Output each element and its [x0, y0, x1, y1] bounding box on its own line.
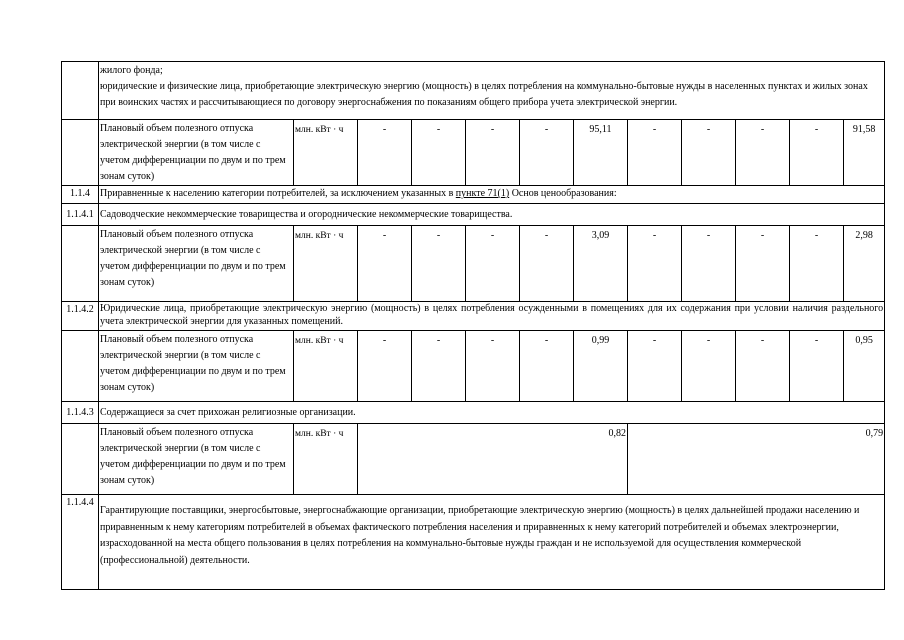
section-title: Юридические лица, приобретающие электрическую энергию (мощность) в целях потребления осужденными в помещениях для их содержания при условии наличия раздельного учета электрической энергии для указанных помещений. — [99, 302, 885, 331]
number-cell — [62, 424, 99, 495]
indicator-cell: Плановый объем полезного отпуска электрической энергии (в том числе с учетом дифференциации по двум и по трем зонам суток) — [99, 226, 294, 302]
merged-value-cell-1: 0,82 — [358, 424, 628, 495]
dash-cell: - — [682, 120, 736, 186]
section-title: Садоводческие некоммерческие товарищества и огороднические некоммерческие товарищества. — [99, 204, 885, 226]
dash-cell: - — [736, 331, 790, 402]
dash-cell: - — [412, 226, 466, 302]
section-number: 1.1.4.2 — [62, 302, 99, 331]
indicator-cell: Плановый объем полезного отпуска электрической энергии (в том числе с учетом дифференциации по двум и по трем зонам суток) — [99, 424, 294, 495]
dash-cell: - — [628, 331, 682, 402]
section-title-text: Гарантирующие поставщики, энергосбытовые, энергоснабжающие организации, приобретающие электрическую энергию (мощность) в целях дальнейшей продажи населению и приравненным к нему категориям потребителей в объемах фактического потребления населения и приравненных к нему категорий потребителей и объемах электроэнергии, израсходованной на места общего пользования в целях потребления на коммунально-бытовые нужды граждан и не используемой для осуществления коммерческой (профессиональной) деятельности. — [100, 505, 860, 566]
data-row — [62, 424, 885, 495]
value-cell-2: 91,58 — [844, 120, 885, 186]
dash-cell: - — [466, 226, 520, 302]
section-number: 1.1.4.4 — [62, 495, 99, 590]
intro-row — [62, 62, 885, 120]
data-row — [62, 226, 885, 302]
section-number: 1.1.4.3 — [62, 402, 99, 424]
section-text-before: Приравненные к населению категории потребителей, за исключением указанных в — [100, 188, 456, 199]
unit-cell: млн. кВт · ч — [294, 424, 358, 495]
tariff-table-page — [61, 61, 884, 590]
section-title — [99, 495, 885, 590]
clause-link[interactable]: пункте 71(1) — [455, 188, 510, 199]
section-row-1-1-4-3 — [62, 402, 885, 424]
intro-line-2: юридические и физические лица, приобретающие электрическую энергию (мощность) в целях потребления на коммунально-бытовые нужды в населенных пунктах и жилых зонах при воинских частях и рассчитывающиеся по договору энергоснабжения по показаниям общего прибора учета электрической энергии. — [100, 81, 868, 108]
section-title — [99, 186, 885, 204]
value-cell-2: 0,95 — [844, 331, 885, 402]
dash-cell: - — [628, 226, 682, 302]
unit-cell: млн. кВт · ч — [294, 331, 358, 402]
dash-cell: - — [466, 331, 520, 402]
section-text-after: Основ ценообразования: — [509, 188, 617, 199]
data-row — [62, 331, 885, 402]
intro-number-cell — [62, 62, 99, 120]
value-cell-1: 3,09 — [574, 226, 628, 302]
intro-text-cell — [99, 62, 885, 120]
dash-cell: - — [412, 331, 466, 402]
dash-cell: - — [682, 331, 736, 402]
value-cell-2: 2,98 — [844, 226, 885, 302]
value-cell-1: 0,99 — [574, 331, 628, 402]
dash-cell: - — [736, 226, 790, 302]
dash-cell: - — [520, 331, 574, 402]
unit-cell: млн. кВт · ч — [294, 226, 358, 302]
indicator-cell: Плановый объем полезного отпуска электрической энергии (в том числе с учетом дифференциации по двум и по трем зонам суток) — [99, 331, 294, 402]
value-cell-1: 95,11 — [574, 120, 628, 186]
number-cell — [62, 120, 99, 186]
tariff-table — [61, 61, 885, 590]
dash-cell: - — [790, 226, 844, 302]
section-row-1-1-4-2 — [62, 302, 885, 331]
number-cell — [62, 331, 99, 402]
indicator-cell: Плановый объем полезного отпуска электрической энергии (в том числе с учетом дифференциации по двум и по трем зонам суток) — [99, 120, 294, 186]
dash-cell: - — [520, 226, 574, 302]
dash-cell: - — [358, 120, 412, 186]
merged-value-cell-2: 0,79 — [628, 424, 885, 495]
dash-cell: - — [628, 120, 682, 186]
dash-cell: - — [790, 331, 844, 402]
intro-line-1: жилого фонда; — [100, 65, 163, 76]
dash-cell: - — [358, 226, 412, 302]
number-cell — [62, 226, 99, 302]
section-row-1-1-4-1 — [62, 204, 885, 226]
dash-cell: - — [412, 120, 466, 186]
dash-cell: - — [790, 120, 844, 186]
data-row — [62, 120, 885, 186]
dash-cell: - — [520, 120, 574, 186]
section-number: 1.1.4 — [62, 186, 99, 204]
dash-cell: - — [736, 120, 790, 186]
section-row-1-1-4-4 — [62, 495, 885, 590]
dash-cell: - — [466, 120, 520, 186]
section-row-1-1-4 — [62, 186, 885, 204]
unit-cell: млн. кВт · ч — [294, 120, 358, 186]
section-number: 1.1.4.1 — [62, 204, 99, 226]
dash-cell: - — [358, 331, 412, 402]
dash-cell: - — [682, 226, 736, 302]
section-title: Содержащиеся за счет прихожан религиозные организации. — [99, 402, 885, 424]
